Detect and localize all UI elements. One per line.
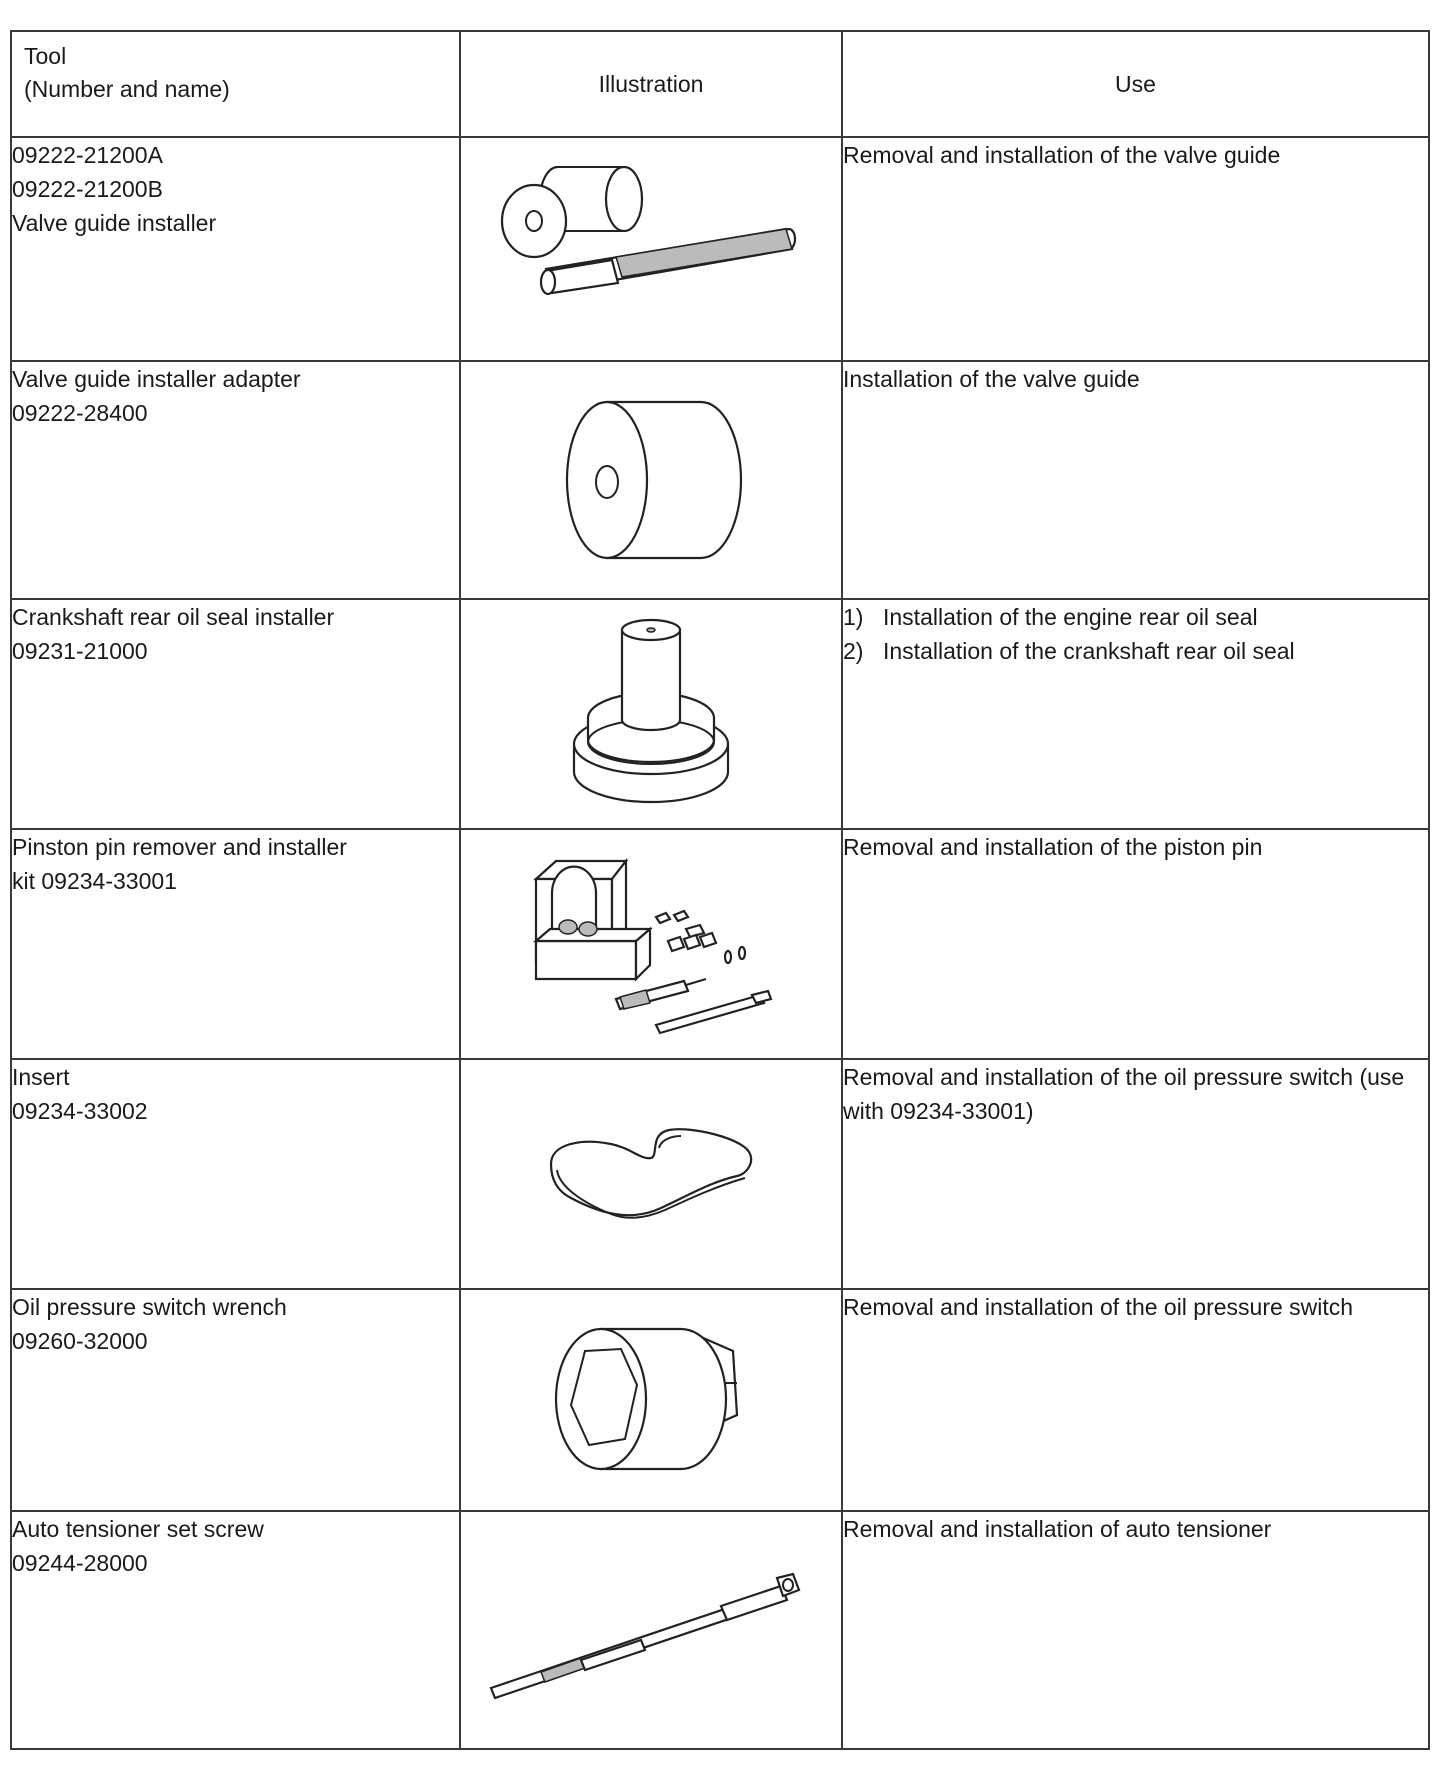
table-row — [11, 1059, 1429, 1289]
use-cell: Removal and installation of the oil pressure switch (use with 09234-33001) — [842, 1059, 1429, 1289]
illustration-cell — [460, 599, 842, 829]
illustration-cell — [460, 1059, 842, 1289]
tool-name: Oil pressure switch wrench — [12, 1294, 287, 1320]
tool-number: 09222-21200A — [12, 142, 163, 168]
tool-number: 09244-28000 — [12, 1550, 148, 1576]
tool-name: Auto tensioner set screw — [12, 1516, 264, 1542]
tool-name: Pinston pin remover and installer — [12, 834, 347, 860]
tool-number: 09234-33002 — [12, 1098, 148, 1124]
table-row — [11, 361, 1429, 599]
use-cell: Removal and installation of the oil pressure switch — [842, 1289, 1429, 1511]
use-cell: Installation of the valve guide — [842, 361, 1429, 599]
list-item-text: Installation of the engine rear oil seal — [883, 604, 1258, 630]
insert-icon — [541, 1114, 761, 1234]
header-use: Use — [842, 31, 1429, 137]
illustration-cell — [460, 361, 842, 599]
tool-number: 09231-21000 — [12, 638, 148, 664]
tool-number: 09260-32000 — [12, 1328, 148, 1354]
tool-cell — [11, 829, 460, 1059]
use-cell — [842, 599, 1429, 829]
tool-cell — [11, 1289, 460, 1511]
table-row — [11, 1511, 1429, 1749]
installer-adapter-icon — [551, 390, 751, 570]
set-screw-icon — [481, 1550, 821, 1710]
header-tool — [11, 31, 460, 137]
tool-name: Valve guide installer adapter — [12, 366, 301, 392]
table-row — [11, 137, 1429, 361]
table-row — [11, 1289, 1429, 1511]
header-tool-line1: Tool — [24, 43, 67, 69]
list-item — [843, 634, 1428, 668]
use-cell: Removal and installation of the piston pin — [842, 829, 1429, 1059]
use-cell: Removal and installation of the valve guide — [842, 137, 1429, 361]
header-tool-line2: (Number and name) — [24, 76, 230, 102]
use-list — [843, 600, 1428, 668]
table-row — [11, 599, 1429, 829]
tool-name: Insert — [12, 1064, 70, 1090]
list-marker: 1) — [843, 604, 864, 630]
piston-pin-kit-icon — [516, 849, 786, 1039]
tool-cell — [11, 137, 460, 361]
special-tools-table — [10, 30, 1430, 1750]
socket-wrench-icon — [551, 1315, 751, 1485]
illustration-cell — [460, 829, 842, 1059]
tool-cell — [11, 1511, 460, 1749]
table-header-row — [11, 31, 1429, 137]
tool-number: 09222-28400 — [12, 400, 148, 426]
illustration-cell — [460, 1511, 842, 1749]
tool-name: Valve guide installer — [12, 210, 217, 236]
use-cell: Removal and installation of auto tensioner — [842, 1511, 1429, 1749]
tool-cell — [11, 599, 460, 829]
list-marker: 2) — [843, 638, 864, 664]
header-illustration: Illustration — [460, 31, 842, 137]
tool-number: 09222-21200B — [12, 176, 163, 202]
tool-cell — [11, 1059, 460, 1289]
tool-cell — [11, 361, 460, 599]
illustration-cell — [460, 137, 842, 361]
tool-number: kit 09234-33001 — [12, 868, 177, 894]
tool-name: Crankshaft rear oil seal installer — [12, 604, 335, 630]
list-item — [843, 600, 1428, 634]
oil-seal-installer-icon — [566, 614, 736, 814]
illustration-cell — [460, 1289, 842, 1511]
list-item-text: Installation of the crankshaft rear oil seal — [883, 638, 1295, 664]
table-row — [11, 829, 1429, 1059]
valve-guide-installer-icon — [486, 159, 816, 339]
